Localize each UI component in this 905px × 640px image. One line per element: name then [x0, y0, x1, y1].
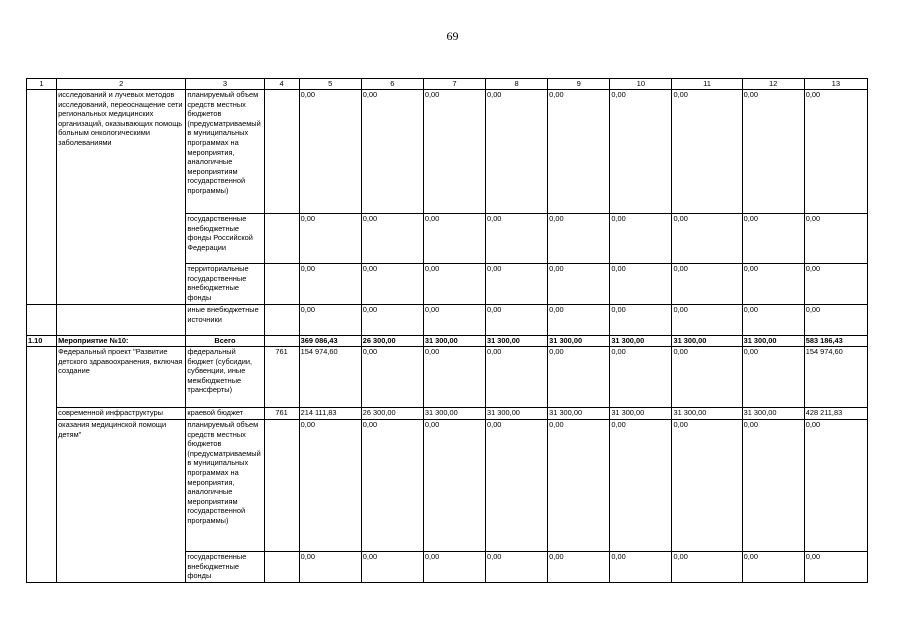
value-cell: 0,00: [742, 347, 804, 408]
code-cell: [264, 336, 299, 347]
value-cell: 31 300,00: [672, 408, 742, 420]
measure-name-cell: оказания медицинской помощи детям": [57, 420, 186, 583]
value-cell: 31 300,00: [423, 408, 485, 420]
value-cell: 26 300,00: [361, 408, 423, 420]
value-cell: 0,00: [610, 305, 672, 336]
funding-source-cell: планируемый объем средств местных бюджетов (предусматриваемый в муниципальных программах на мероприятия, аналогичные мероприятиям государственной программы): [186, 420, 264, 552]
row-number-cell: 1.10: [27, 336, 57, 347]
value-cell: 0,00: [672, 264, 742, 305]
funding-source-cell: государственные внебюджетные фонды: [186, 552, 264, 583]
row-number-cell: [27, 90, 57, 305]
value-cell: 31 300,00: [742, 408, 804, 420]
value-cell: 0,00: [423, 552, 485, 583]
value-cell: 0,00: [423, 420, 485, 552]
value-cell: 0,00: [486, 347, 548, 408]
value-cell: 0,00: [486, 90, 548, 214]
value-cell: 428 211,83: [804, 408, 867, 420]
funding-source-cell: краевой бюджет: [186, 408, 264, 420]
value-cell: 0,00: [672, 420, 742, 552]
value-cell: 31 300,00: [742, 336, 804, 347]
header-cell: 3: [186, 79, 264, 90]
measure-name-cell: Мероприятие №10:: [57, 336, 186, 347]
code-cell: [264, 264, 299, 305]
header-cell: 12: [742, 79, 804, 90]
table-row: [27, 336, 868, 347]
value-cell: 0,00: [742, 214, 804, 264]
funding-source-cell: государственные внебюджетные фонды Российской Федерации: [186, 214, 264, 264]
header-cell: 6: [361, 79, 423, 90]
value-cell: 31 300,00: [486, 408, 548, 420]
header-cell: 9: [548, 79, 610, 90]
value-cell: 31 300,00: [610, 408, 672, 420]
value-cell: 0,00: [361, 305, 423, 336]
table-row: [27, 90, 868, 214]
table-row: [27, 420, 868, 552]
value-cell: 31 300,00: [486, 336, 548, 347]
budget-table: [26, 78, 868, 583]
code-cell: [264, 552, 299, 583]
value-cell: 0,00: [742, 420, 804, 552]
code-cell: 761: [264, 347, 299, 408]
value-cell: 0,00: [361, 264, 423, 305]
value-cell: 0,00: [548, 552, 610, 583]
funding-source-cell: территориальные государственные внебюджетные фонды: [186, 264, 264, 305]
value-cell: 0,00: [486, 214, 548, 264]
value-cell: 0,00: [486, 264, 548, 305]
row-number-cell: [27, 347, 57, 583]
value-cell: 0,00: [742, 552, 804, 583]
table-row: [27, 408, 868, 420]
value-cell: 31 300,00: [548, 336, 610, 347]
value-cell: 0,00: [610, 552, 672, 583]
value-cell: 0,00: [361, 420, 423, 552]
value-cell: 0,00: [361, 552, 423, 583]
funding-source-cell: Всего: [186, 336, 264, 347]
value-cell: 0,00: [486, 305, 548, 336]
value-cell: 214 111,83: [299, 408, 361, 420]
header-cell: 5: [299, 79, 361, 90]
value-cell: 154 974,60: [804, 347, 867, 408]
header-cell: 11: [672, 79, 742, 90]
code-cell: [264, 90, 299, 214]
value-cell: 0,00: [610, 347, 672, 408]
funding-source-cell: федеральный бюджет (субсидии, субвенции, иные межбюджетные трансферты): [186, 347, 264, 408]
value-cell: 0,00: [548, 420, 610, 552]
header-cell: 10: [610, 79, 672, 90]
table-row: [27, 347, 868, 408]
value-cell: 0,00: [672, 552, 742, 583]
code-cell: 761: [264, 408, 299, 420]
value-cell: 154 974,60: [299, 347, 361, 408]
value-cell: 0,00: [610, 420, 672, 552]
row-number-cell: [27, 305, 57, 336]
value-cell: 0,00: [548, 214, 610, 264]
value-cell: 0,00: [299, 264, 361, 305]
header-cell: 13: [804, 79, 867, 90]
header-cell: 4: [264, 79, 299, 90]
value-cell: 369 086,43: [299, 336, 361, 347]
value-cell: 0,00: [672, 305, 742, 336]
value-cell: 0,00: [299, 90, 361, 214]
value-cell: 0,00: [804, 420, 867, 552]
header-cell: 1: [27, 79, 57, 90]
code-cell: [264, 214, 299, 264]
value-cell: 0,00: [804, 90, 867, 214]
code-cell: [264, 305, 299, 336]
value-cell: 0,00: [299, 214, 361, 264]
value-cell: 0,00: [804, 264, 867, 305]
value-cell: 0,00: [423, 264, 485, 305]
value-cell: 0,00: [299, 305, 361, 336]
value-cell: 0,00: [610, 264, 672, 305]
measure-name-cell: современной инфраструктуры: [57, 408, 186, 420]
measure-name-cell: Федеральный проект "Развитие детского здравоохранения, включая создание: [57, 347, 186, 408]
header-cell: 2: [57, 79, 186, 90]
value-cell: 0,00: [548, 264, 610, 305]
value-cell: 0,00: [804, 214, 867, 264]
page-number: 69: [446, 29, 459, 43]
value-cell: 0,00: [672, 214, 742, 264]
value-cell: 0,00: [423, 305, 485, 336]
header-row: [27, 79, 868, 90]
table-row: [27, 305, 868, 336]
value-cell: 0,00: [804, 305, 867, 336]
value-cell: 0,00: [423, 214, 485, 264]
value-cell: 0,00: [672, 90, 742, 214]
value-cell: 0,00: [742, 264, 804, 305]
value-cell: 0,00: [423, 347, 485, 408]
value-cell: 31 300,00: [672, 336, 742, 347]
value-cell: 0,00: [548, 90, 610, 214]
header-cell: 8: [486, 79, 548, 90]
value-cell: 0,00: [361, 214, 423, 264]
value-cell: 0,00: [299, 552, 361, 583]
value-cell: 0,00: [486, 552, 548, 583]
value-cell: 0,00: [361, 347, 423, 408]
value-cell: 0,00: [423, 90, 485, 214]
value-cell: 0,00: [548, 347, 610, 408]
value-cell: 0,00: [610, 90, 672, 214]
value-cell: 0,00: [361, 90, 423, 214]
funding-source-cell: планируемый объем средств местных бюджетов (предусматриваемый в муниципальных программах на мероприятия, аналогичные мероприятиям государственной программы): [186, 90, 264, 214]
measure-name-cell: исследований и лучевых методов исследований, переоснащение сети региональных медицинских организаций, оказывающих помощь больным онкологическими заболеваниями: [57, 90, 186, 305]
measure-name-cell: [57, 305, 186, 336]
value-cell: 26 300,00: [361, 336, 423, 347]
value-cell: 0,00: [548, 305, 610, 336]
value-cell: 0,00: [486, 420, 548, 552]
header-cell: 7: [423, 79, 485, 90]
funding-source-cell: иные внебюджетные источники: [186, 305, 264, 336]
value-cell: 0,00: [742, 90, 804, 214]
value-cell: 31 300,00: [610, 336, 672, 347]
value-cell: 0,00: [742, 305, 804, 336]
value-cell: 583 186,43: [804, 336, 867, 347]
value-cell: 0,00: [610, 214, 672, 264]
value-cell: 31 300,00: [423, 336, 485, 347]
value-cell: 31 300,00: [548, 408, 610, 420]
value-cell: 0,00: [804, 552, 867, 583]
value-cell: 0,00: [672, 347, 742, 408]
value-cell: 0,00: [299, 420, 361, 552]
code-cell: [264, 420, 299, 552]
